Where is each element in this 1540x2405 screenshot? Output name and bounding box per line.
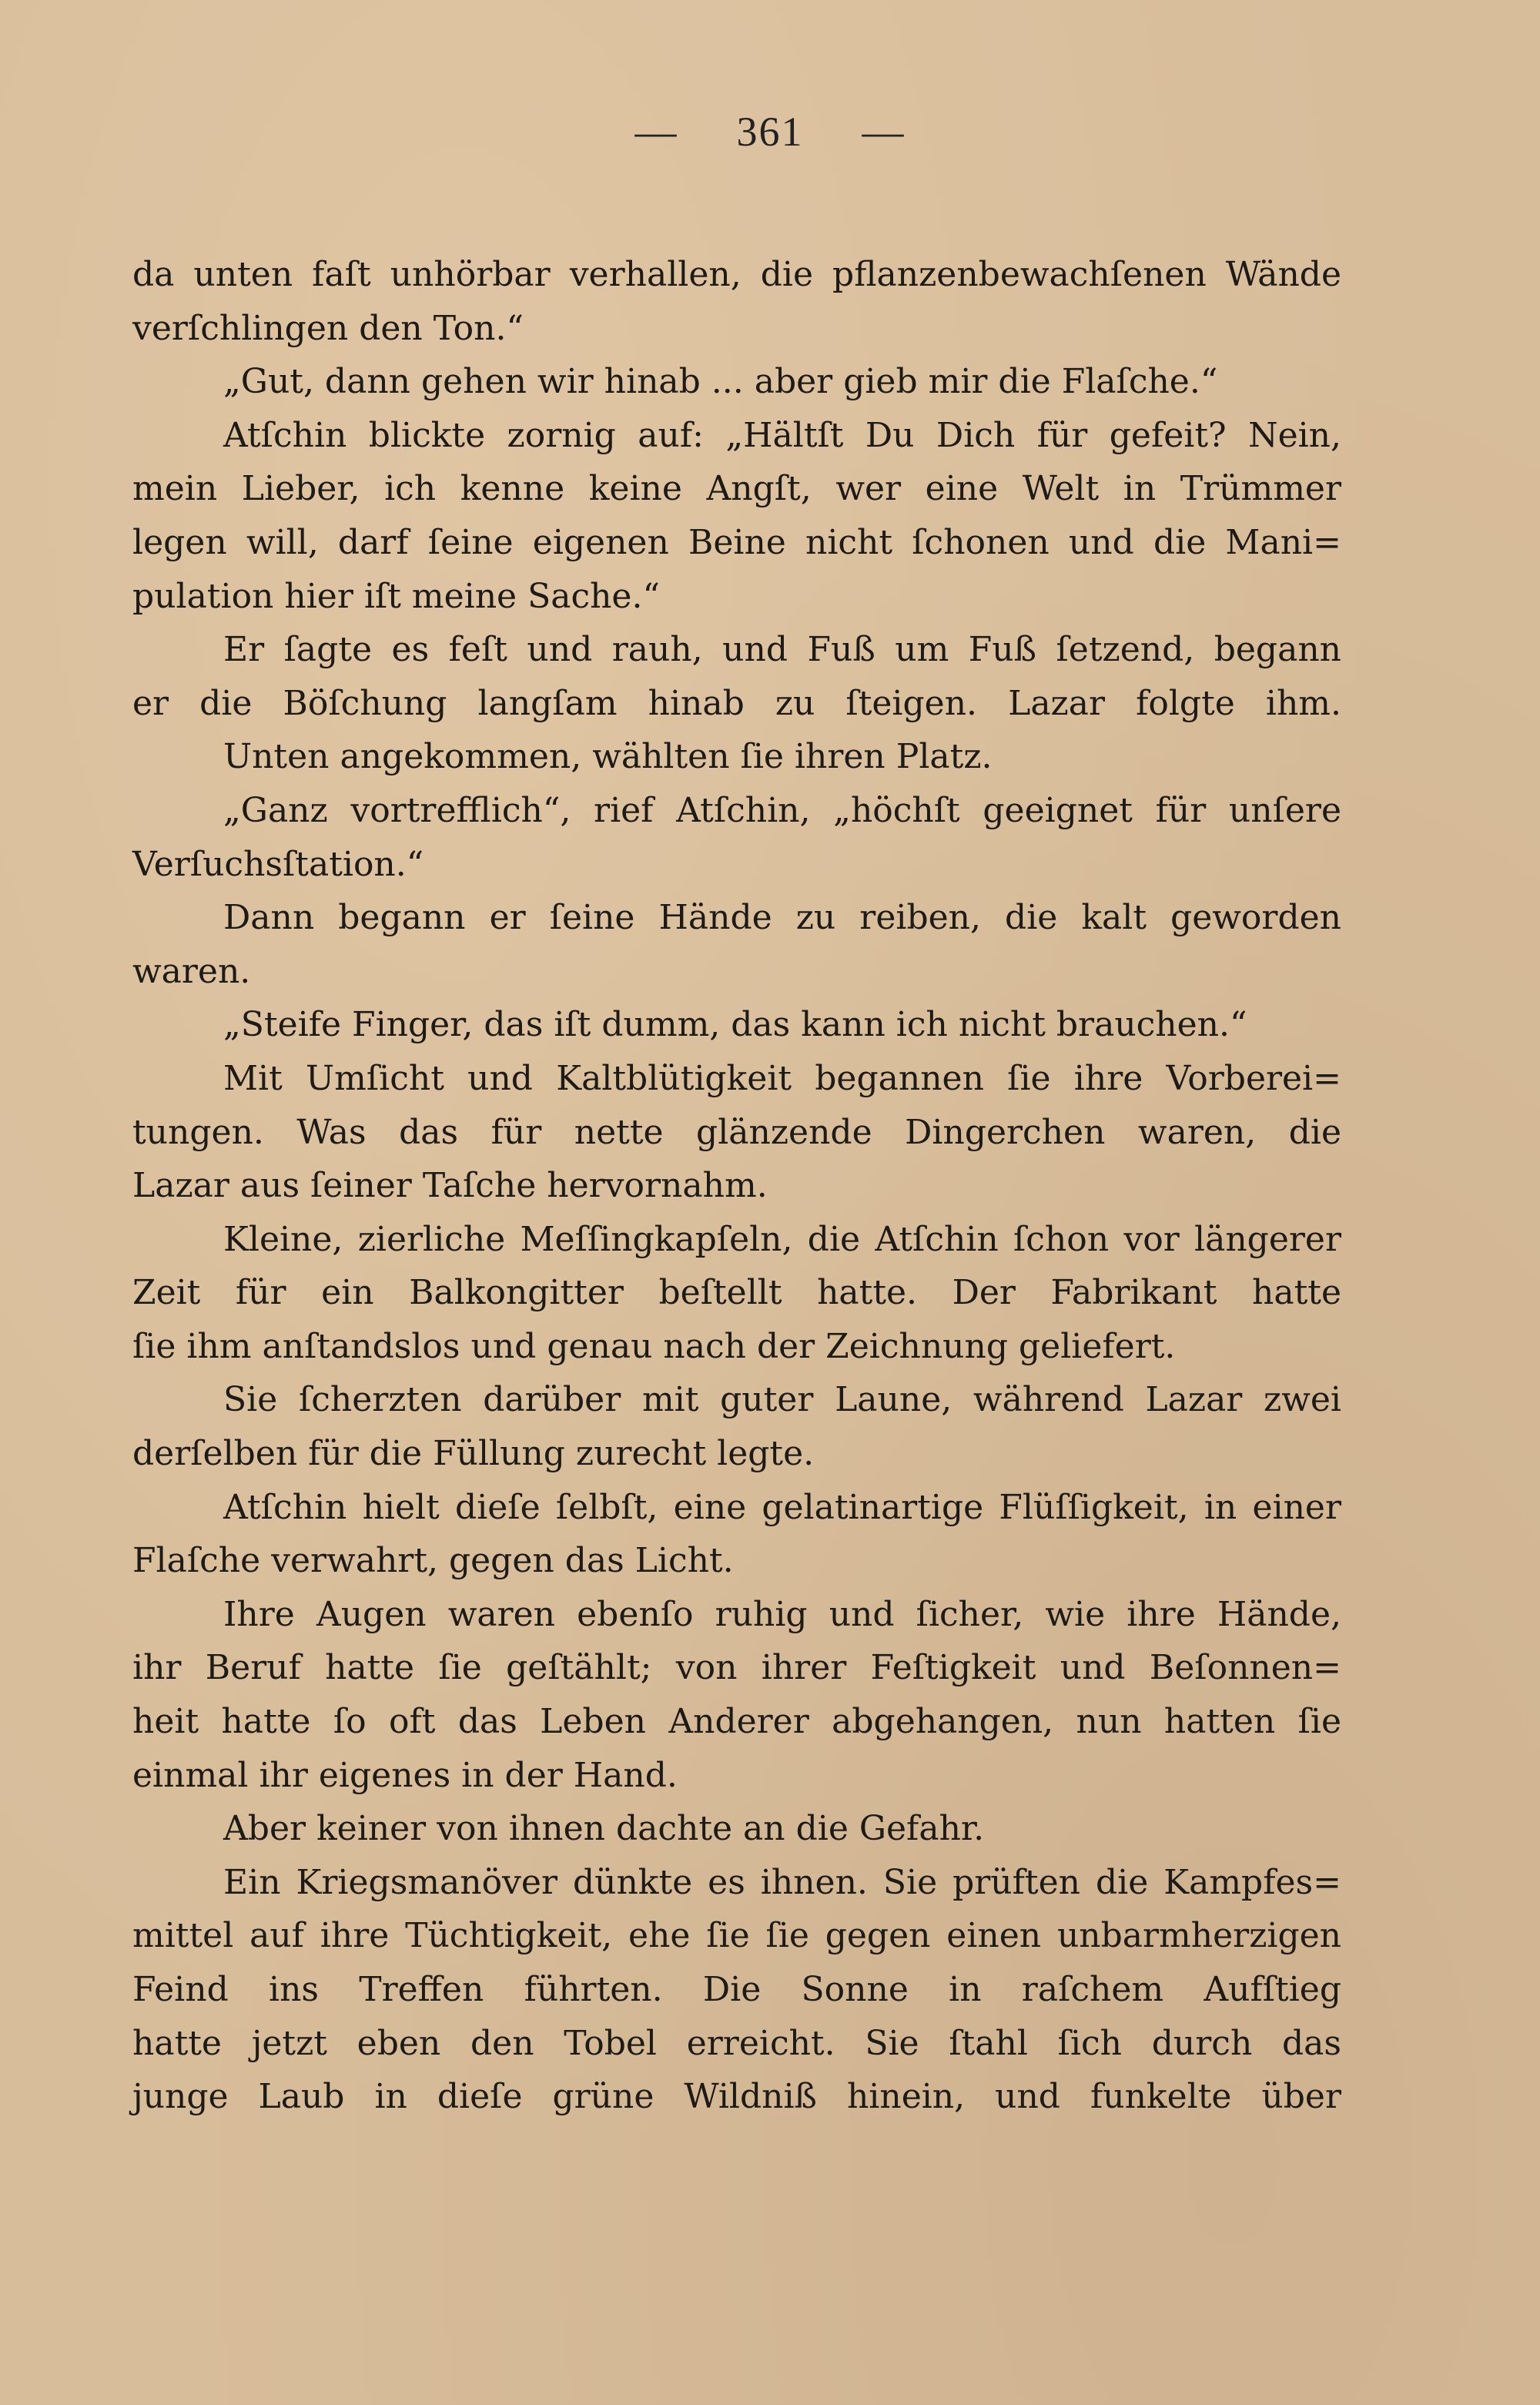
dash-right: — — [862, 109, 906, 155]
text-line: mein Lieber, ich kenne keine Angſt, wer eine Welt in Trümmer — [132, 469, 1341, 509]
text-line: Unten angekommen, wählten ſie ihren Platz. — [223, 737, 993, 777]
text-line: Flaſche verwahrt, gegen das Licht. — [132, 1541, 734, 1581]
text-line: „Steife Finger, das iſt dumm, das kann ich nicht brauchen.“ — [223, 1005, 1247, 1045]
text-line: Sie ſcherzten darüber mit guter Laune, während Lazar zwei — [223, 1380, 1341, 1420]
text-line: Atſchin blickte zornig auf: „Hältſt Du Dich für gefeit? Nein, — [223, 415, 1341, 455]
text-line: er die Böſchung langſam hinab zu ſteigen. Lazar folgte ihm. — [132, 683, 1341, 723]
text-line: mittel auf ihre Tüchtigkeit, ehe ſie ſie gegen einen unbarmherzigen — [132, 1916, 1341, 1956]
text-line: Zeit für ein Balkongitter beſtellt hatte. Der Fabrikant hatte — [132, 1273, 1341, 1313]
text-line: ſie ihm anſtandslos und genau nach der Zeichnung geliefert. — [132, 1326, 1176, 1366]
text-line: einmal ihr eigenes in der Hand. — [132, 1755, 678, 1795]
text-line: „Gut, dann gehen wir hinab ... aber gieb mir die Flaſche.“ — [223, 362, 1218, 402]
text-line: hatte jetzt eben den Tobel erreicht. Sie ſtahl ſich durch das — [132, 2023, 1341, 2063]
text-line: Aber keiner von ihnen dachte an die Gefahr. — [223, 1809, 985, 1849]
text-line: „Ganz vortrefflich“, rief Atſchin, „höchſt geeignet für unſere — [223, 790, 1341, 830]
text-line: tungen. Was das für nette glänzende Dingerchen waren, die — [132, 1112, 1341, 1152]
page-header — [0, 108, 1540, 156]
text-line: Atſchin hielt dieſe ſelbſt, eine gelatinartige Flüſſigkeit, in einer — [223, 1487, 1341, 1527]
body-text — [132, 248, 1341, 2124]
text-line: derſelben für die Füllung zurecht legte. — [132, 1434, 815, 1474]
text-line: Lazar aus ſeiner Taſche hervornahm. — [132, 1166, 768, 1206]
dash-left: — — [634, 109, 678, 155]
text-line: Verſuchsſtation.“ — [132, 844, 424, 884]
text-line: Mit Umſicht und Kaltblütigkeit begannen ſie ihre Vorberei= — [223, 1058, 1341, 1098]
text-line: Kleine, zierliche Meſſingkapſeln, die Atſchin ſchon vor längerer — [223, 1219, 1341, 1259]
text-line: junge Laub in dieſe grüne Wildniß hinein, und funkelte über — [132, 2077, 1341, 2117]
text-line: Er ſagte es feſt und rauh, und Fuß um Fuß ſetzend, begann — [223, 630, 1341, 670]
text-line: Ihre Augen waren ebenſo ruhig und ſicher, wie ihre Hände, — [223, 1594, 1341, 1634]
page-number: 361 — [736, 109, 804, 155]
text-line: Dann begann er ſeine Hände zu reiben, die kalt geworden — [223, 898, 1341, 938]
text-line: Feind ins Treffen führten. Die Sonne in raſchem Aufſtieg — [132, 1970, 1341, 2009]
text-line: legen will, darf ſeine eigenen Beine nicht ſchonen und die Mani= — [132, 522, 1341, 562]
text-line: ihr Beruf hatte ſie geſtählt; von ihrer Feſtigkeit und Beſonnen= — [132, 1648, 1341, 1688]
text-line: pulation hier iſt meine Sache.“ — [132, 576, 660, 616]
text-line: da unten faſt unhörbar verhallen, die pflanzenbewachſenen Wände — [132, 255, 1341, 294]
text-line: heit hatte ſo oft das Leben Anderer abgehangen, nun hatten ſie — [132, 1702, 1341, 1742]
text-line: verſchlingen den Ton.“ — [132, 308, 524, 348]
text-line: Ein Kriegsmanöver dünkte es ihnen. Sie prüften die Kampfes= — [223, 1862, 1341, 1902]
text-line: waren. — [132, 951, 251, 991]
